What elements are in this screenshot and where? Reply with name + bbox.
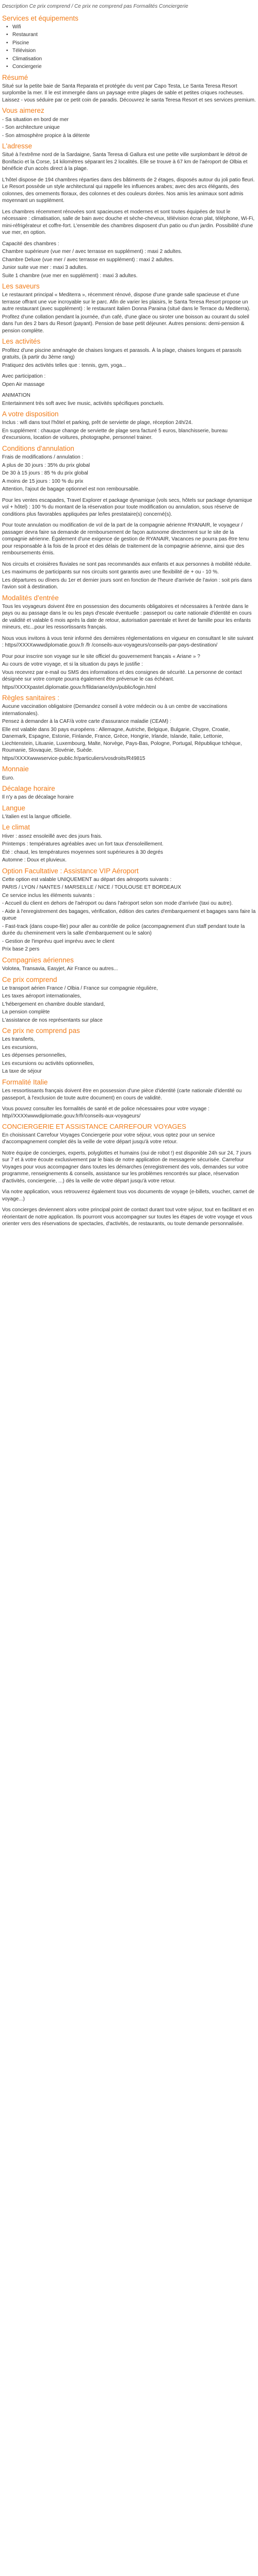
prix-comprend-section [2,976,256,1024]
decalage-title: Décalage horaire [2,785,55,793]
option-line: - Aide à l'enregistrement des bagages, vérification, édition des cartes d'embarquement et bagages sans faire la queue [2,908,257,922]
option-line: - Accueil du client en dehors de l'aéroport ou dans l'aéroport selon son mode d'arrivée (taxi ou autre). [2,901,233,907]
conciergerie-text-1: En choisissant Carrefour Voyages Conciergerie pour votre séjour, vous optez pour un service d'accompagnement complet dès la veille de votre départ jusqu'à votre retour. [2,1132,217,1145]
climat-line: Été : chaud, les températures moyennes sont supérieures à 30 degrés [2,849,163,855]
climat-title: Le climat [2,823,30,832]
capacite-line: Chambre Deluxe (vue mer / avec terrasse en supplément) : maxi 2 adultes. [2,257,174,263]
capacite-line: Junior suite vue mer : maxi 3 adultes. [2,265,88,271]
prix-comprend-line: L'assistance de nos représentants sur place [2,1017,103,1023]
prix-comprend-title: Ce prix comprend [2,975,57,984]
prix-comprend-line: L'hébergement en chambre double standard, [2,1001,105,1007]
prix-comprend-line: La pension complète [2,1009,50,1015]
saveurs-title: Les saveurs [2,282,40,291]
adresse-text: Situé à l'extrême nord de la Sardaigne, Santa Teresa di Gallura est une petite ville surplombant le détroit de Bonifacio et la Corse, 14 kilomètres séparant les 2 localités. Elle se trouve à 67 km de l'aéroport de Olbia et bénéficie d'un accès direct à la plage. [2,152,249,172]
conditions-line: Attention, l'ajout de bagage optionnel est non remboursable. [2,486,140,492]
decalage-text: Il n'y a pas de décalage horaire [2,794,74,801]
vous-aimerez-line: - Sa situation en bord de mer [2,116,69,123]
disposition-section [2,410,256,442]
activites-section [2,337,256,407]
prix-ne-comprend-title: Ce prix ne comprend pas [2,1027,80,1035]
decalage-section [2,785,256,801]
option-line: - Gestion de l'imprévu quel imprévu avec le client [2,938,115,944]
saveurs-section [2,282,256,334]
saveurs-text-2: Profitez d'une collation pendant la journée, d'un café, d'une glace ou siroter une boisson au courant du soleil dans l'un des 2 bars du Resort (payant). Pension de base petit déjeuner. Autres pensions: demi-pension & pension complète. [2,314,251,334]
vous-aimerez-line: - Son atmosphère propice à la détente [2,132,90,139]
option-text-3: Ce service inclus les éléments suivants : [2,892,95,899]
vous-aimerez-section [2,107,256,139]
compagnies-text: Volotea, Transavia, Easyjet, Air France ou autres... [2,966,118,972]
option-section [2,867,256,953]
adresse-section [2,142,256,279]
modalites-title: Modalités d'entrée [2,594,59,602]
modalites-text-3: Pour pour inscrire son voyage sur le site officiel du gouvernement français « Ariane » ? [2,653,200,659]
climat-line: Automne : Doux et pluvieux. [2,857,67,863]
conditions-text-3: Nos circuits et croisières fluviales ne sont pas recommandés aux enfants et aux personnes à mobilité réduite. [2,561,252,567]
animation-text: Entertainment très soft avec live music, activités spécifiques ponctuels. [2,400,165,406]
reglements-text-1: Aucune vaccination obligatoire (Demandez conseil à votre médecin ou à un centre de vaccinations internationales). [2,704,229,717]
reglements-section [2,694,256,762]
disposition-text-1: Inclus : wifi dans tout l'hôtel et parking, prêt de serviette de plage, réception 24h/24. [2,420,193,426]
activites-text-1: Profitez d'une piscine aménagée de chaises longues et parasols. À la plage, chaises longues et parasols gratuits, (à partir du 3ème rang) [2,347,243,361]
capacite-line: Suite 1 chambre (vue mer en supplément) : maxi 3 adultes. [2,273,138,279]
climat-line: Printemps : températures agréables avec un fort taux d'ensoleillement. [2,841,164,848]
langue-text: L'italien est la langue officielle. [2,814,72,820]
vous-aimerez-line: - Son architecture unique [2,125,60,131]
formalite-text-1: Les ressortissants français doivent être en possession d'une pièce d'identité (carte nationale d'identité ou passeport, à l'exclusion de toute autre document) en cours de validité. [2,1088,244,1101]
conciergerie-section [2,1123,256,1228]
conditions-line: A moins de 15 jours : 100 % du prix [2,478,84,484]
reglements-title: Règles sanitaires : [2,694,60,702]
formalite-text-2[interactable]: Vous pouvez consulter les formalités de santé et de police nécessaires pour votre voyage : http//XXXXwwwdiplomatie.gouv.fr/fr/conseils-aux-voyageurs/ [2,1106,211,1119]
disposition-text-2: En supplément : chauque change de serviette de plage sera facturé 5 euros, blanchisserie, bureau d'excursions, location de voitures, photographe, personnel trainer. [2,428,229,441]
services-item: • Piscine [12,40,256,47]
conciergerie-text-4: Vos concierges deviennent alors votre principal point de contact durant tout votre séjour, tout en facilitant et en réorientant de notre application. Ils pourront vous accompagner sur toutes les étapes de votre voyage et vous orienter vers des réservations de spectacles, d'activités, de restaurants, ou toute demande personnalisée. [2,1207,255,1227]
activites-avec-title: Avec participation : [2,374,46,380]
climat-section [2,823,256,863]
capacite-line: Chambre supérieure (vue mer / avec terrasse en supplément) : maxi 2 adultes. [2,249,183,255]
prix-ne-comprend-line: Les transferts, [2,1037,35,1043]
conditions-line: De 30 à 15 jours : 85 % du prix global [2,470,88,476]
saveurs-text-1: Le restaurant principal « Mediterra », récemment rénové, dispose d'une grande salle spacieuse et d'une terrasse offrant une vue incroyable sur le parc. Afin de varier les plaisirs, le Santa Teresa Resort propose un autre restaurant (avec supplément) : le restaurant italien Donna Paraina (situé dans le Terrace du Mediterra). [2,292,251,312]
reglements-text-2: Pensez à demander à la CAF/à votre carte d'assurance maladie (CEAM) : [2,719,171,725]
monnaie-section [2,765,256,782]
services-item: • Climatisation [12,56,256,63]
monnaie-title: Monnaie [2,765,29,773]
conditions-text-1: Pour les ventes escapades, Travel Explorer et package dynamique (vols secs, hôtels sur package dynamique vol + hôtel) : 100 % du montant de la réservation pour toute modification ou annulation, sous réserve de conditions plus favorables appliquées par le/les prestataire(s) concerné(s). [2,497,254,517]
prix-comprend-line: Le transport aérien France / Olbia / France sur compagnie régulière, [2,985,158,991]
conciergerie-title: CONCIERGERIE ET ASSISTANCE CARREFOUR VOYAGES [2,1123,186,1131]
conditions-text-4: Les maximums de participants sur nos circuits sont garantis avec une flexibilité de + ou - 10 %. [2,569,219,575]
prix-ne-comprend-line: La taxe de séjour [2,1069,42,1075]
option-text-1: Cette option est valable UNIQUEMENT au départ des aéroports suivants : [2,876,172,883]
prix-ne-comprend-section [2,1027,256,1075]
tabs-line[interactable]: Description Ce prix comprend / Ce prix ne comprend pas Formalités Conciergerie [2,4,188,9]
option-title: Option Facultative : Assistance VIP Aéroport [2,867,139,875]
activites-text-2: Pratiquez des activités telles que : tennis, gym, yoga... [2,362,126,368]
conditions-section [2,445,256,591]
services-section [2,14,256,71]
compagnies-section [2,956,256,973]
langue-section [2,804,256,821]
modalites-link[interactable]: https//XXXXpastel.diplomatie.gouv.fr/fildariane/dyn/public/login.html [2,684,156,690]
conditions-text-5: Les départures ou dîners du 1er et dernier jours sont en fonction de l'heure d'arrivée de l'avion : soit pris dans l'avion soit à destination. [2,577,254,590]
modalites-section [2,594,256,691]
monnaie-text: Euro. [2,775,14,781]
formalite-title: Formalité Italie [2,1078,48,1086]
adresse-title: L'adresse [2,142,33,150]
adresse-chambres: Les chambres récemment rénovées sont spacieuses et modernes et sont toutes équipées de tout le nécessaire : climatisation, salle de bain avec douche et sèche-cheveux, télévision écran plat, téléphone, Wi-Fi, mini-réfrigérateur et coffre-fort. L'ensemble des chambres disposent d'un patio ou d'un jardin. Possibilité d'une vue mer, en option. [2,209,256,236]
reglements-text-3: Elle est valable dans 30 pays européens : Allemagne, Autriche, Belgique, Bulgarie, Chypre, Croatie, Danemark, Espagne, Estonie, Finlande, France, Grèce, Hongrie, Irlande, Islande, Italie, Lettonie, Liechtenstein, Lituanie, Luxembourg, Malte, Norvège, Pays-Bas, Pologne, Portugal, République tchèque, Roumanie, Slovaquie, Slovénie, Suède. [2,726,244,754]
option-text-2: PARIS / LYON / NANTES / MARSEILLE / NICE / TOULOUSE ET BORDEAUX [2,885,181,891]
modalites-text-1: Tous les voyageurs doivent être en possession des documents obligatoires et nécessaires à l'entrée dans le pays ou au passage dans le ou les pays d'escale éventuelle : passeport ou carte nationale d'identité en cours de validité et valable 6 mois après la date de retour, autorisation parentale et livret de famille pour les enfants mineurs, etc...pour les ressortissants français. [2,603,253,631]
services-item: • Conciergerie [12,63,256,71]
adresse-hotel: L'hôtel dispose de 194 chambres réparties dans des bâtiments de 2 étages, disposés autour du joli patio fleuri. Le Resort possède un style architectural qui rappelle les influences arabes; avec des arcs élégants, des colonnes, des ornements floraux, des colonnes et des couleurs dorées. Nos amis les animaux sont admis moyennant un supplément. [2,177,256,204]
conditions-title: Conditions d'annulation [2,444,74,452]
conditions-text-2: Pour toute annulation ou modification de vol de la part de la compagnie aérienne RYANAIR, le voyageur / passager devra faire sa demande de remboursement de façon autonome directement sur le site de la compagnie aérienne. Également d'une exigence de gestion de RYANAIR, Vacances ne pourra pas être tenu pour responsable à la fois de la procé et des délais de traitement de la compagnie aérienne, ainsi que des remboursements émis. [2,522,251,556]
prix-comprend-line: Les taxes aéroport internationales, [2,993,82,999]
resume-text: Situé sur la petite baie de Santa Reparata et protégée du vent par Capo Testa, Le Santa Teresa Resort surplombe la mer. Il le est immergée dans un paysage entre plages de sable et petites criques rocheuses. Laissez - vous séduire par ce petit coin de paradis. Découvrez le santa Teresa Resort et ses services premium. [2,83,256,103]
modalites-text-4: Au cours de votre voyage, et si la situation du pays le justifie : [2,662,143,668]
conditions-line: Frais de modifications / annulation : [2,454,84,460]
resume-section [2,74,256,104]
prix-ne-comprend-line: Les excursions, [2,1044,38,1050]
disposition-title: A votre disposition [2,410,59,418]
reglements-link[interactable]: https//XXXXwwwservice-public.fr/particuliers/vosdroits/R49815 [2,755,146,761]
conciergerie-text-2: Notre équipe de concierges, experts, polyglottes et humains (oui de robot !) est disponible 24h sur 24, 7 jours sur 7 et à votre écoute exclusivement par le biais de notre application de messagerie sécurisée. Carrefour Voyages pour vous accompagner dans toutes les démarches (enregistrement des vols, demandes sur votre programme, renseignements & conseils, assistance sur les problèmes rencontrés sur place, réservation d'activités, conciergerie, ...) dès la veille de votre départ jusqu'à votre retour. [2,1150,253,1184]
activites-avec: Open Air massage [2,381,45,387]
modalites-text-2: Nous vous invitons à vous tenir informé des dernières réglementations en vigueur en consultant le site suivant : https//XXXXwwwdiplomatie.gouv.fr /fr /conseils-aux-voyageurs/conseils-par-pays-destination/ [2,635,255,649]
activites-title: Les activités [2,337,41,346]
option-line: - Fast-track (dans coupe-file) pour aller au contrôle de police (accompagnement d'un staff pendant toute la durée du cheminement vers la salle d'embarquement ou le salon) [2,923,247,937]
services-title: Services et équipements [2,14,78,22]
capacite-title: Capacité des chambres : [2,241,59,247]
conditions-line: A plus de 30 jours : 35% du prix global [2,462,90,468]
climat-line: Hiver : assez ensoleillé avec des jours frais. [2,833,102,839]
option-price: Prix base 2 pers [2,946,40,953]
services-item: • Restaurant [12,31,256,39]
modalites-text-5: Vous recevrez par e-mail ou SMS des informations et des consignes de sécurité. La personne de contact désignée sur votre compte pourra également être prévenue le cas échéant. [2,669,244,683]
page [0,0,258,1235]
conciergerie-text-3: Via notre application, vous retrouverez également tous vos documents de voyage (e-billets, voucher, carnet de voyage...) [2,1189,256,1202]
vous-aimerez-title: Vous aimerez [2,107,44,115]
services-item: • Télévision [12,47,256,55]
animation-title: ANIMATION [2,393,30,399]
formalite-section [2,1078,256,1120]
compagnies-title: Compagnies aériennes [2,956,74,964]
services-list [2,24,256,71]
prix-ne-comprend-line: Les dépenses personnelles, [2,1053,67,1059]
resume-title: Résumé [2,73,28,81]
services-item: • Wifi [12,24,256,31]
langue-title: Langue [2,804,26,812]
prix-ne-comprend-line: Les excursions ou activités optionnelles, [2,1060,94,1066]
